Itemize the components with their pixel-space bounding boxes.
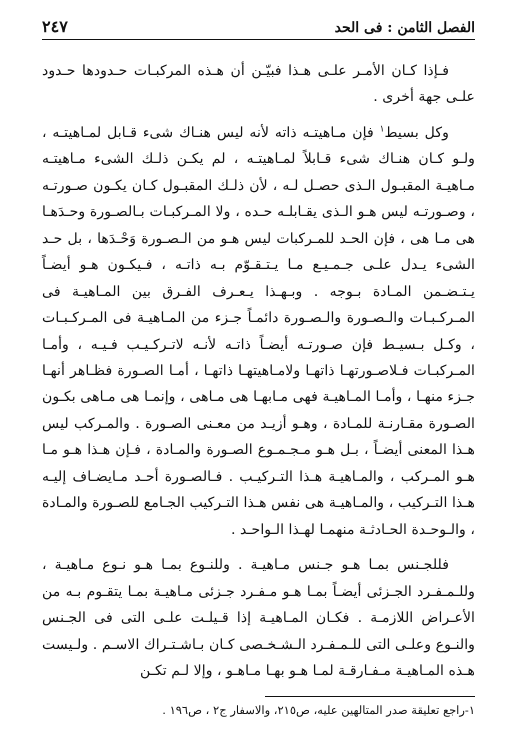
footnote-divider (265, 696, 475, 697)
paragraph-2 (42, 120, 475, 543)
paragraph-1: فـإذا كـان الأمـر علـى هـذا فبيّـن أن هـذه المركبـات حـدودها حـدود علـى جهة أخرى . (42, 63, 475, 106)
page-header (42, 14, 475, 40)
paragraph-3: فللجـنس بمـا هـو جـنس مـاهيـة . وللنـوع بمـا هـو نـوع مـاهيـة ، وللـمـفـرد الجـزئى أيضـاً بمـا هـو مـفـرد جـزئى مـاهيـة بمـا يتقـوم بـه من الأعـراض اللازمـة . فكـان المـاهيـة إذا قـيلـت علـى التى فى الجـنس والنـوع وعلـى التى للـمـفـرد الـشـخـصى كـان بـاشـتـراك الاسـم . ولـيست هـذه المـاهيـة مـفـارقـة لمـا هـو بهـا مـاهـو ، وإلا لـم تكـن (42, 557, 475, 679)
running-title: الفصل الثامن : فى الحد (334, 20, 475, 36)
body-text (42, 58, 475, 684)
footnote-reference[interactable]: ١ (379, 124, 385, 135)
paragraph-2-body: فإن مـاهيتـه ذاته لأنه ليس هنـاك شىء قـابل لمـاهيتـه ، ولـو كـان هنـاك شىء قـابلاً لمـاهيتـه ، لم يكـن ذلـك الشىء مـاهيتـه مـاهيـة المقبـول الـذى حصـل لـه ، لأن ذلـك المقبـول كـان يكـون صـورتـه ، وصـورتـه ليس هـو الـذى يقـابلـه حـده ، ولا المـركبـات بـالصـورة وحـدَهـا هى مـا هى ، فإن الحـد للمـركبات ليس هـو من الـصـورة وَحْـدَها ، بل حـد الشىء يـدل علـى جـمـيـع مـا يـتـقـوّم بـه ذاتـه ، فـيكـون هـو أيضـاً يـتـضـمن المـادة بـوجه . وبـهـذا يـعـرف الفـرق بين المـاهيـة فى المـركـبـات والـصـورة والـصـورة دائمـاً جـزء من المـاهيـة فى المـركـبـات ، وكـل بـسيـط فإن صـورتـه أيضـاً ذاتـه لأنـه لاتـركـيـب فـيـه ، وأمـا المـركبـات فـلاصـورتهـا ذاتهـا ولامـاهيتهـا ذاتهـا ، أمـا الصـورة فظـاهر أنهـا جـزء منهـا ، وأمـا المـاهيـة فهى مـابهـا هى مـاهى ، وإنمـا هى مـاهى بكـون الصـورة مقـارنـة للمـادة ، وهـو أزيـد من معـنى الصـورة . والمـركب ليس هـذا المعنى أيضـاً ، بـل هـو مـجـمـوع الصـورة والمـادة ، فـإن هـذا هـو مـا هـو المـركب ، والمـاهيـة هـذا التـركيـب . فـالصـورة أحـد مـايضـاف إليـه هـذا التـركيب ، والمـاهيـة هى نفس هـذا التـركيب الجـامع للصـورة والمـادة ، والـوحـدة الحـادثـة منهمـا لهـذا الـواحـد . (42, 124, 475, 538)
paragraph-2-lead: وكل بسيط (384, 124, 449, 141)
page-number: ٢٤٧ (42, 17, 68, 36)
footnote: ١-راجع تعليقة صدر المتالهين عليه، ص٢١٥، والاسفار ج٢ ، ص١٩٦ . (162, 703, 475, 717)
